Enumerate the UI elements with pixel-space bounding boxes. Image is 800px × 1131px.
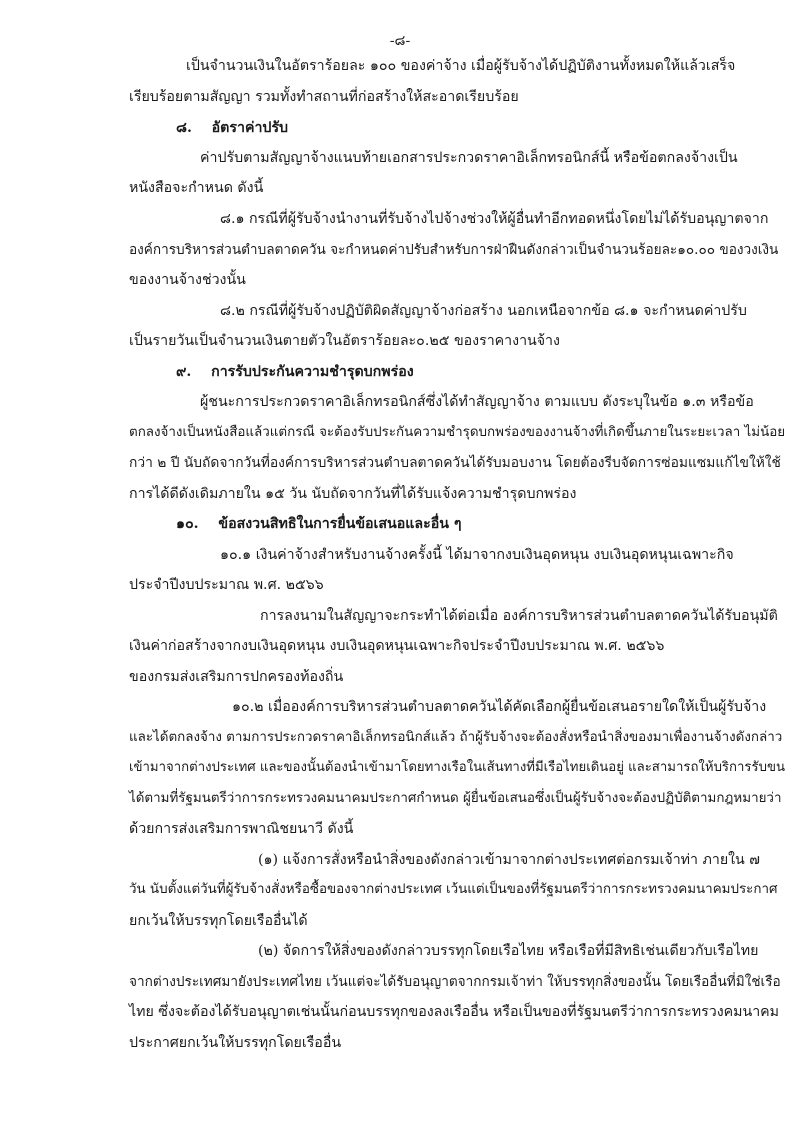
text-line: เป็นจำนวนเงินในอัตราร้อยละ ๑๐๐ ของค่าจ้าง เมื่อผู้รับจ้างได้ปฏิบัติงานทั้งหมดให้แล้วเสร็จ [186,58,736,74]
text-line: (๒) จัดการให้สิ่งของดังกล่าวบรรทุกโดยเรือไทย หรือเรือที่มีสิทธิเช่นเดียวกับเรือไทย [258,943,759,959]
text-line: ได้ตามที่รัฐมนตรีว่าการกระทรวงคมนาคมประกาศกำหนด ผู้ยื่นข้อเสนอซึ่งเป็นผู้รับจ้างจะต้องปฏิบัติตามกฎหมายว่า [129,791,782,806]
page-number: -๘- [389,33,411,49]
text-line: และได้ตกลงจ้าง ตามการประกวดราคาอิเล็กทรอนิกส์แล้ว ถ้าผู้รับจ้างจะต้องสั่งหรือนำสิ่งของมาเพื่องานจ้างดังกล่าว [129,730,783,745]
section-title: ข้อสงวนสิทธิในการยื่นข้อเสนอและอื่น ๆ [218,516,462,532]
text-line: (๑) แจ้งการสั่งหรือนำสิ่งของดังกล่าวเข้ามาจากต่างประเทศต่อกรมเจ้าท่า ภายใน ๗ [258,852,760,868]
text-line: ยกเว้นให้บรรทุกโดยเรืออื่นได้ [129,913,308,929]
text-line: ตกลงจ้างเป็นหนังสือแล้วแต่กรณี จะต้องรับประกันความชำรุดบกพร่องของงานจ้างที่เกิดขึ้นภายในระยะเวลา ไม่น้อย [129,425,786,440]
section-title: อัตราค่าปรับ [211,120,289,136]
text-line: องค์การบริหารส่วนตำบลตาดควัน จะกำหนดค่าปรับสำหรับการฝ่าฝืนดังกล่าวเป็นจำนวนร้อยละ๑๐.๐๐ ของวงเงิน [129,242,779,258]
text-line: ๘.๑ กรณีที่ผู้รับจ้างนำงานที่รับจ้างไปจ้างช่วงให้ผู้อื่นทำอีกทอดหนึ่งโดยไม่ได้รับอนุญาตจาก [220,211,769,227]
text-line: ๑๐.๒ เมื่อองค์การบริหารส่วนตำบลตาดควันได้คัดเลือกผู้ยื่นข้อเสนอรายใดให้เป็นผู้รับจ้าง [232,699,767,715]
text-line: ค่าปรับตามสัญญาจ้างแนบท้ายเอกสารประกวดราคาอิเล็กทรอนิกส์นี้ หรือข้อตกลงจ้างเป็น [200,150,738,166]
text-line: การได้ดีดังเดิมภายใน ๑๕ วัน นับถัดจากวันที่ได้รับแจ้งความชำรุดบกพร่อง [129,486,577,502]
text-line: ประจำปีงบประมาณ พ.ศ. ๒๕๖๖ [129,577,324,593]
text-line: ประกาศยกเว้นให้บรรทุกโดยเรืออื่น [129,1035,342,1051]
text-line: ของงานจ้างช่วงนั้น [129,272,246,288]
text-line: ๘.๒ กรณีที่ผู้รับจ้างปฏิบัติผิดสัญญาจ้างก่อสร้าง นอกเหนือจากข้อ ๘.๑ จะกำหนดค่าปรับ [220,303,747,319]
section-number: ๘. [176,120,192,136]
section-heading-10 [176,514,462,534]
text-line: ของกรมส่งเสริมการปกครองท้องถิ่น [129,669,344,685]
text-line: เป็นรายวันเป็นจำนวนเงินตายตัวในอัตราร้อยละ๐.๒๕ ของราคางานจ้าง [129,333,560,349]
section-title: การรับประกันความชำรุดบกพร่อง [211,364,414,380]
section-heading-8 [176,118,288,138]
text-line: เรียบร้อยตามสัญญา รวมทั้งทำสถานที่ก่อสร้างให้สะอาดเรียบร้อย [129,89,519,105]
text-line: ไทย ซึ่งจะต้องได้รับอนุญาตเช่นนั้นก่อนบรรทุกของลงเรืออื่น หรือเป็นของที่รัฐมนตรีว่าการกระทรวงคมนาคม [129,1004,780,1020]
text-line: การลงนามในสัญญาจะกระทำได้ต่อเมื่อ องค์การบริหารส่วนตำบลตาดควันได้รับอนุมัติ [260,608,778,624]
text-line: หนังสือจะกำหนด ดังนี้ [129,180,264,196]
text-line: ๑๐.๑ เงินค่าจ้างสำหรับงานจ้างครั้งนี้ ได้มาจากงบเงินอุดหนุน งบเงินอุดหนุนเฉพาะกิจ [220,547,734,563]
text-line: ด้วยการส่งเสริมการพาณิชยนาวี ดังนี้ [129,821,354,837]
text-line: เงินค่าก่อสร้างจากงบเงินอุดหนุน งบเงินอุดหนุนเฉพาะกิจประจำปีงบประมาณ พ.ศ. ๒๕๖๖ [129,638,665,654]
text-line: จากต่างประเทศมายังประเทศไทย เว้นแต่จะได้รับอนุญาตจากกรมเจ้าท่า ให้บรรทุกสิ่งของนั้น โดยเรืออื่นที่มิใช่เรือ [129,974,781,990]
section-number: ๙. [176,364,192,380]
text-line: กว่า ๒ ปี นับถัดจากวันที่องค์การบริหารส่วนตำบลตาดควันได้รับมอบงาน โดยต้องรีบจัดการซ่อมแซมแก้ไขให้ใช้ [129,455,781,471]
text-line: เข้ามาจากต่างประเทศ และของนั้นต้องนำเข้ามาโดยทางเรือในเส้นทางที่มีเรือไทยเดินอยู่ และสามารถให้บริการรับขน [129,760,785,775]
section-number: ๑๐. [176,516,199,532]
text-line: วัน นับตั้งแต่วันที่ผู้รับจ้างสั่งหรือซื้อของจากต่างประเทศ เว้นแต่เป็นของที่รัฐมนตรีว่าการกระทรวงคมนาคมประกาศ [129,882,778,897]
section-heading-9 [176,362,414,382]
text-line: ผู้ชนะการประกวดราคาอิเล็กทรอนิกส์ซึ่งได้ทำสัญญาจ้าง ตามแบบ ดังระบุในข้อ ๑.๓ หรือข้อ [200,394,754,410]
